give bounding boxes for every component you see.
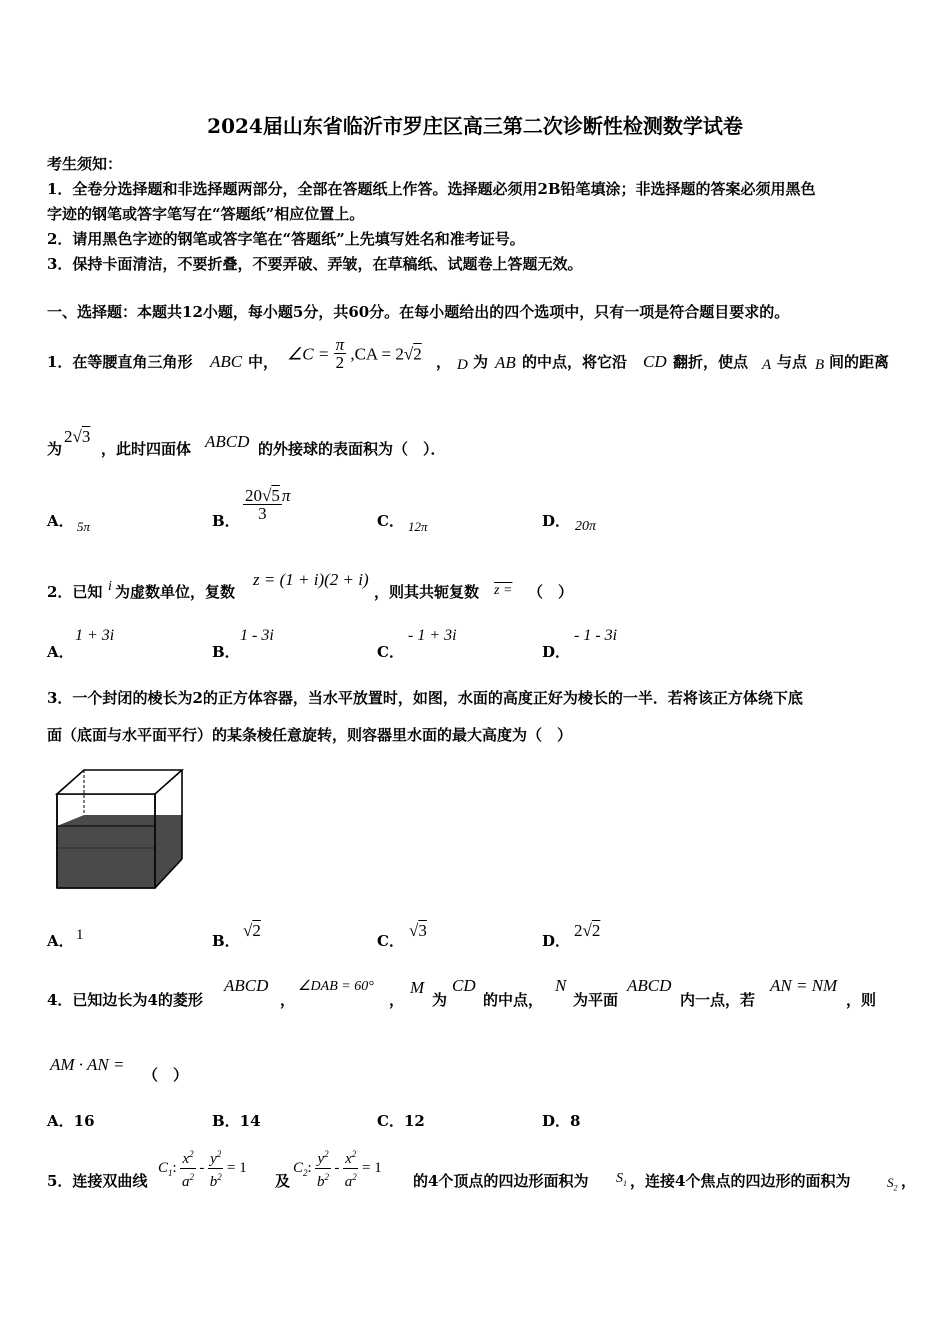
q3-option-label: D． [542,932,571,950]
q1-text: 为 [473,353,489,371]
q1-math: ABCD [205,432,250,451]
q2-text: （ ） [528,583,574,601]
q5-math-c2: $C_2$: $\frac{y^2}{b^2}$ - $\frac{x^2}{a^2}$ = 1 [293,1146,382,1191]
q1-option-label: B． [212,512,240,530]
q4-option-b: B．14 [212,1112,261,1130]
q5-text: ， [901,1172,917,1190]
q2-option-label: A． [47,643,74,661]
q1-text: ，此时四面体 [101,440,192,458]
q1-text: ， [436,353,452,371]
notice-heading: 考生须知： [47,155,123,173]
q4-math: ABCD [224,976,269,995]
cube-figure [50,763,190,895]
q1-option-label: A． [47,512,74,530]
q1-option-label: C． [377,512,404,530]
q1-text: 的外接球的表面积为（ ）． [258,440,446,458]
q5-text: ，连接4个焦点的四边形的面积为 [630,1172,851,1190]
q4-text: ，则 [846,991,877,1009]
q4-math: AM · AN = [50,1055,125,1074]
q3-option-b: √2 [243,921,261,940]
q1-option-d: 20π [575,519,597,534]
q2-math: z = (1 + i)(2 + i) [253,570,369,589]
q2-option-b: 1 - 3i [240,627,274,644]
q1-option-a: 5π [77,519,91,534]
notice-item: 字迹的钢笔或答字笔写在“答题纸”相应位置上。 [47,205,365,223]
q2-option-c: - 1 + 3i [408,627,457,644]
q2-text: 2．已知 [47,583,103,601]
q4-text: 为 [432,991,448,1009]
q1-text: 间的距离 [829,353,890,371]
q1-math: ABC [210,352,243,371]
q2-option-label: C． [377,643,404,661]
q1-math: B [815,357,825,373]
q2-text: 为虚数单位，复数 [115,583,236,601]
q2-math: z = [494,583,513,598]
q2-option-a: 1 + 3i [75,627,115,644]
q4-text: 4．已知边长为4的菱形 [47,991,203,1009]
notice-item: 3．保持卡面清洁，不要折叠，不要弄破、弄皱，在草稿纸、试题卷上答题无效。 [47,255,583,273]
q4-math: ABCD [627,976,672,995]
q5-text: 的4个顶点的四边形面积为 [413,1172,589,1190]
q5-text: 5．连接双曲线 [47,1172,148,1190]
q1-math: D [457,357,468,373]
q3-option-a: 1 [76,927,84,943]
q4-text: （ ） [143,1066,189,1084]
q1-math: AB [495,353,516,372]
q1-math: 2√3 [64,427,91,446]
q1-text: 为 [47,440,63,458]
q1-text: 翻折，使点 [673,353,749,371]
q1-text: 与点 [777,353,808,371]
q2-text: ，则其共轭复数 [374,583,480,601]
q4-text: 内一点，若 [680,991,756,1009]
q1-text: 的中点，将它沿 [522,353,628,371]
q1-option-b: $\frac{20√5}{3}$ π [245,486,291,523]
q1-text: 1．在等腰直角三角形 [47,353,193,371]
q3-text: 3．一个封闭的棱长为2的正方体容器，当水平放置时，如图，水面的高度正好为棱长的一半．若将该正方体绕下底 [47,689,803,707]
page-title: 2024届山东省临沂市罗庄区高三第二次诊断性检测数学试卷 [207,114,743,138]
notice-item: 1．全卷分选择题和非选择题两部分，全部在答题纸上作答。选择题必须用2B铅笔填涂；非选择题的答案必须用黑色 [47,180,816,198]
q4-text: 的中点， [483,991,544,1009]
q5-math-c1: $C_1$: $\frac{x^2}{a^2}$ - $\frac{y^2}{b^2}$ = 1 [158,1146,247,1191]
q5-text: 及 [275,1172,291,1190]
q4-option-c: C．12 [377,1112,425,1130]
q4-math: N [555,976,567,995]
q1-option-label: D． [542,512,571,530]
q4-math: AN = NM [770,976,838,995]
q1-math: ∠C = $\frac{\pi}{2}$ ,CA = 2√2 [287,335,422,372]
notice-item: 2．请用黑色字迹的钢笔或答字笔在“答题纸”上先填写姓名和准考证号。 [47,230,525,248]
q3-option-label: B． [212,932,240,950]
q4-option-d: D．8 [542,1112,581,1130]
q3-option-label: A． [47,932,74,950]
q1-option-c: 12π [408,519,428,534]
q2-option-label: B． [212,643,240,661]
q4-text: 为平面 [573,991,619,1009]
q3-option-label: C． [377,932,404,950]
section-heading: 一、选择题：本题共12小题，每小题5分，共60分。在每小题给出的四个选项中，只有一项是符合题目要求的。 [47,303,790,321]
q4-text: ， [389,991,405,1009]
q4-math: M [410,978,425,997]
q1-text: 中， [248,353,279,371]
q3-text: 面（底面与水平面平行）的某条棱任意旋转，则容器里水面的最大高度为（ ） [47,726,573,744]
q4-math: ∠DAB = 60° [298,979,374,994]
q3-option-d: 2√2 [574,921,601,940]
q2-option-label: D． [542,643,571,661]
q1-math: CD [643,352,667,371]
q4-math: CD [452,976,476,995]
q1-math: A [762,357,772,373]
q2-math: i [108,579,112,594]
q5-math: $S_2$ [887,1175,898,1193]
q2-option-d: - 1 - 3i [574,627,618,644]
q4-text: ， [280,991,296,1009]
q4-option-a: A．16 [47,1112,95,1130]
q3-option-c: √3 [409,921,427,940]
q5-math: $S_1$ [616,1171,627,1188]
